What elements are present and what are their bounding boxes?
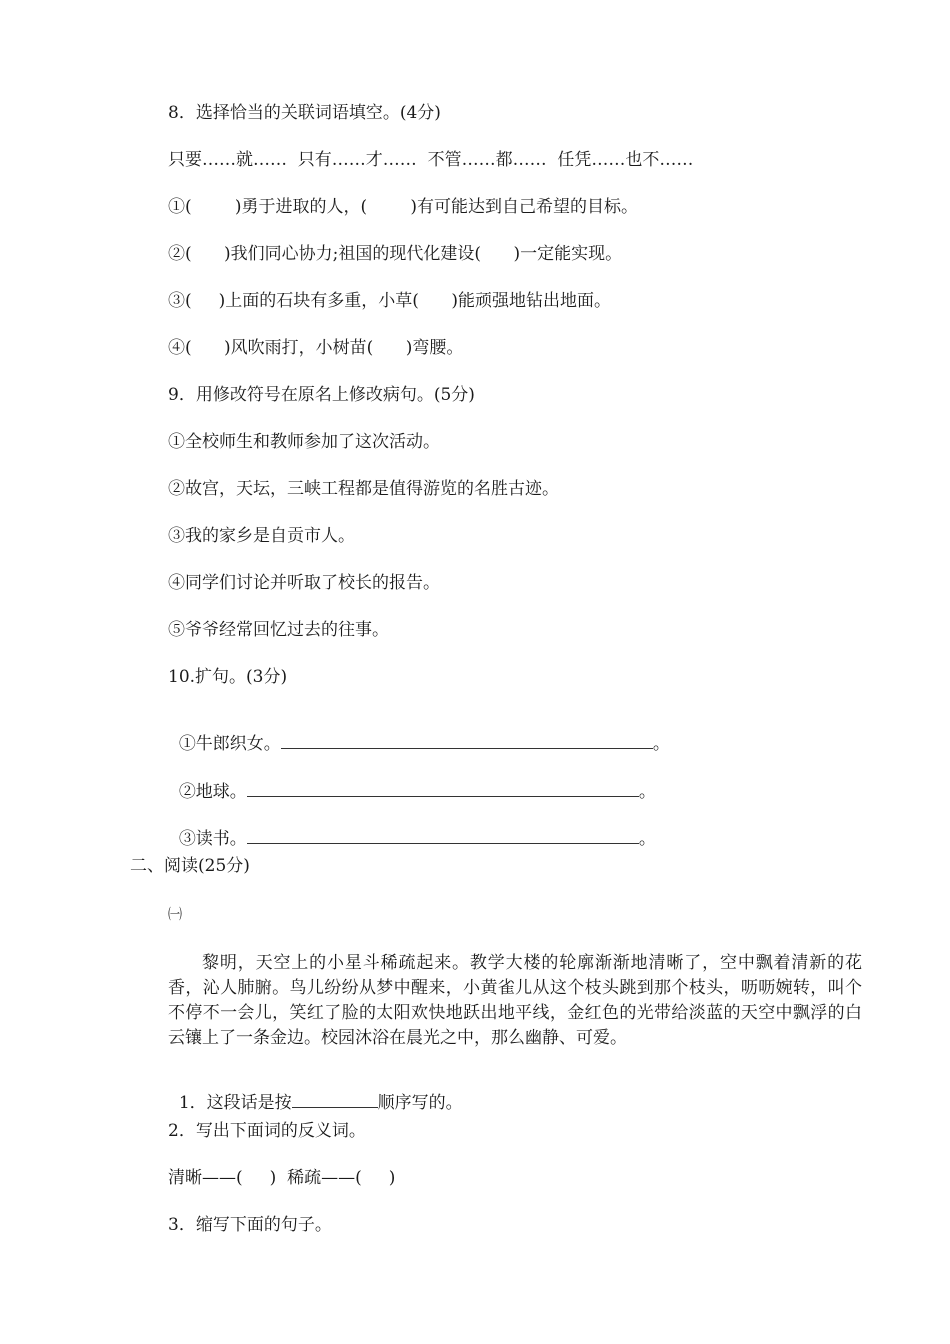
q8-word-options: 只要……就…… 只有……才…… 不管……都…… 任凭……也不…… — [168, 150, 694, 170]
q10-item-2-suffix: 。 — [638, 782, 656, 802]
q8-title: 8．选择恰当的关联词语填空。(4分) — [168, 103, 441, 123]
answer-blank[interactable] — [292, 1093, 378, 1108]
q10-item-3 — [168, 809, 656, 849]
answer-blank[interactable] — [247, 782, 639, 797]
reading-q1-suffix: 顺序写的。 — [377, 1093, 463, 1113]
q9-item-5: ⑤爷爷经常回忆过去的往事。 — [168, 620, 389, 640]
reading-q1 — [168, 1073, 463, 1113]
reading-q2-title: 2．写出下面词的反义词。 — [168, 1121, 366, 1141]
q10-item-2-prefix: ②地球。 — [178, 782, 247, 802]
q9-title: 9．用修改符号在原名上修改病句。(5分) — [168, 385, 475, 405]
answer-blank[interactable] — [281, 734, 653, 749]
reading-q1-prefix: 1．这段话是按 — [178, 1093, 292, 1113]
q8-item-4: ④( )风吹雨打，小树苗( )弯腰。 — [168, 338, 464, 358]
q8-item-3: ③( )上面的石块有多重，小草( )能顽强地钻出地面。 — [168, 291, 611, 311]
q10-item-3-prefix: ③读书。 — [178, 829, 247, 849]
q10-item-1 — [168, 714, 670, 754]
passage-number: ㈠ — [168, 907, 182, 923]
q10-title: 10.扩句。(3分) — [168, 667, 288, 687]
reading-q2-antonyms: 清晰——( ) 稀疏——( ) — [168, 1168, 396, 1188]
q9-item-4: ④同学们讨论并听取了校长的报告。 — [168, 573, 440, 593]
reading-passage: 黎明，天空上的小星斗稀疏起来。教学大楼的轮廓渐渐地清晰了，空中飘着清新的花香，沁人肺腑。鸟儿纷纷从梦中醒来，小黄雀儿从这个枝头跳到那个枝头，呖呖婉转，叫个不停不一会儿，笑红了脸的太阳欢快地跃出地平线，金红色的光带给淡蓝的天空中飘浮的白云镶上了一条金边。校园沐浴在晨光之中，那么幽静、可爱。 — [168, 953, 862, 1048]
q8-item-1: ①( )勇于进取的人，( )有可能达到自己希望的目标。 — [168, 197, 638, 217]
q9-item-3: ③我的家乡是自贡市人。 — [168, 526, 355, 546]
answer-blank[interactable] — [247, 829, 639, 844]
q8-item-2: ②( )我们同心协力;祖国的现代化建设( )一定能实现。 — [168, 244, 623, 264]
reading-q3-title: 3．缩写下面的句子。 — [168, 1215, 332, 1235]
section-title: 二、阅读(25分) — [130, 856, 250, 876]
q9-item-2: ②故宫，天坛，三峡工程都是值得游览的名胜古迹。 — [168, 479, 559, 499]
q10-item-1-prefix: ①牛郎织女。 — [178, 734, 281, 754]
q10-item-1-suffix: 。 — [652, 734, 670, 754]
q9-item-1: ①全校师生和教师参加了这次活动。 — [168, 432, 440, 452]
q10-item-2 — [168, 762, 656, 802]
q10-item-3-suffix: 。 — [638, 829, 656, 849]
